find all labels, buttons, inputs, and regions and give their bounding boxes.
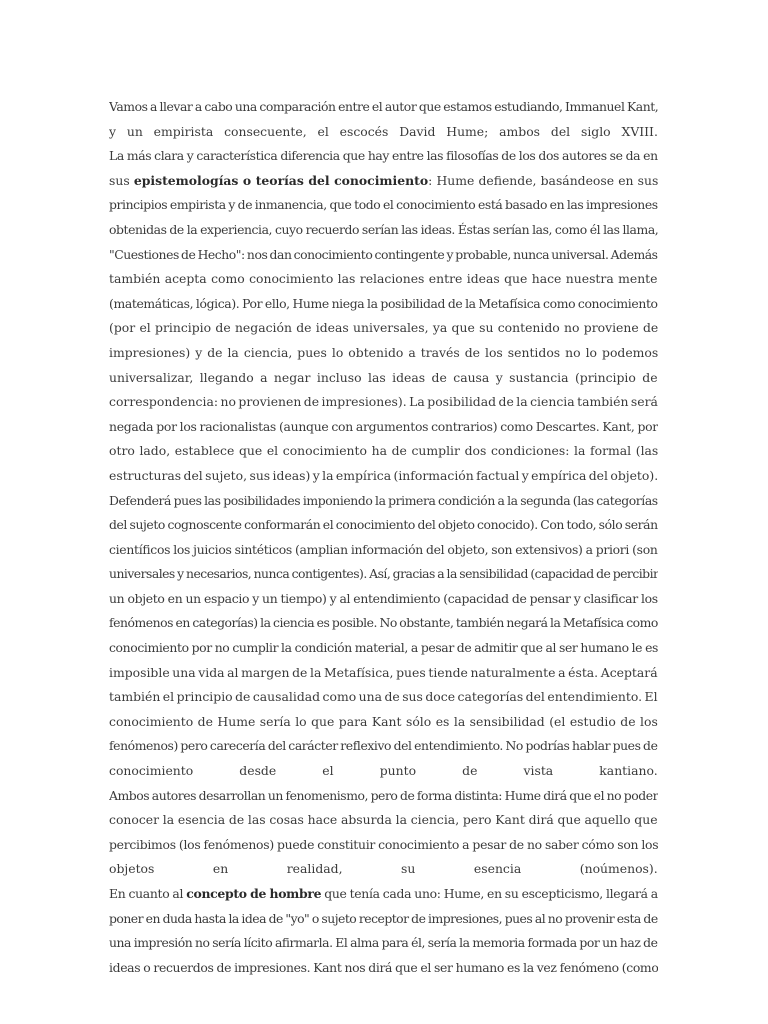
text-segment: negada por los racionalistas (aunque con argumentos contrarios) como Descartes. Kant, por — [109, 418, 658, 434]
text-segment: conocimiento desde el punto de vista kantiano. — [109, 763, 658, 779]
text-line — [109, 734, 658, 759]
text-line — [109, 267, 658, 292]
text-segment: una impresión no sería lícito afirmarla. El alma para él, sería la memoria formada por un haz de — [109, 935, 658, 951]
text-segment: y un empirista consecuente, el escocés David Hume; ambos del siglo XVIII. — [109, 123, 658, 139]
text-segment: "Cuestiones de Hecho": nos dan conocimiento contingente y probable, nunca universal. Además — [109, 246, 658, 262]
text-segment: impresiones) y de la ciencia, pues lo obtenido a través de los sentidos no lo podemos — [109, 344, 658, 360]
text-segment: otro lado, establece que el conocimiento ha de cumplir dos condiciones: la formal (las — [109, 443, 658, 459]
text-line — [109, 538, 658, 563]
text-line — [109, 784, 658, 809]
bold-phrase: epistemologías o teorías del conocimiento — [133, 172, 429, 188]
text-line — [109, 439, 658, 464]
text-line — [109, 587, 658, 612]
text-segment: universalizar, llegando a negar incluso las ideas de causa y sustancia (principio de — [109, 369, 658, 385]
text-segment: (matemáticas, lógica). Por ello, Hume niega la posibilidad de la Metafísica como conocimiento — [109, 295, 658, 311]
text-line — [109, 390, 658, 415]
text-line — [109, 120, 658, 145]
text-segment: un objeto en un espacio y un tiempo) y al entendimiento (capacidad de pensar y clasificar los — [109, 590, 658, 606]
text-segment: científicos los juicios sintéticos (amplian información del objeto, son extensivos) a priori (son — [109, 541, 658, 557]
text-segment: correspondencia: no provienen de impresiones). La posibilidad de la ciencia también será — [109, 394, 658, 410]
text-segment: obtenidas de la experiencia, cuyo recuerdo serían las ideas. Éstas serían las, como él las llama, — [109, 221, 658, 237]
text-segment: estructuras del sujeto, sus ideas) y la empírica (información factual y empírica del objeto). — [109, 467, 658, 483]
text-line — [109, 808, 658, 833]
text-segment: Defenderá pues las posibilidades imponiendo la primera condición a la segunda (las categorías — [109, 492, 658, 508]
text-segment: conocimiento de Hume sería lo que para Kant sólo es la sensibilidad (el estudio de los — [109, 713, 658, 729]
text-line — [109, 415, 658, 440]
text-line — [109, 341, 658, 366]
text-segment: fenómenos) pero carecería del carácter reflexivo del entendimiento. No podrías hablar pues de — [109, 738, 658, 754]
text-line — [109, 882, 658, 907]
text-line — [109, 316, 658, 341]
text-segment: conocer la esencia de las cosas hace absurda la ciencia, pero Kant dirá que aquello que — [109, 812, 658, 828]
text-segment: percibimos (los fenómenos) puede constituir conocimiento a pesar de no saber cómo son los — [109, 836, 658, 852]
text-segment: objetos en realidad, su esencia (noúmenos). — [109, 861, 658, 877]
document-body — [109, 95, 658, 980]
text-line — [109, 759, 658, 784]
text-line — [109, 243, 658, 268]
text-segment: La más clara y característica diferencia que hay entre las filosofías de los dos autores se da en — [109, 148, 658, 164]
text-line — [109, 562, 658, 587]
text-line — [109, 857, 658, 882]
text-line — [109, 833, 658, 858]
text-segment: del sujeto cognoscente conformarán el conocimiento del objeto conocido). Con todo, sólo serán — [109, 517, 658, 533]
text-segment: imposible una vida al margen de la Metafísica, pues tiende naturalmente a ésta. Aceptará — [109, 664, 658, 680]
text-line — [109, 931, 658, 956]
text-line — [109, 685, 658, 710]
text-line — [109, 513, 658, 538]
text-line — [109, 366, 658, 391]
text-segment: conocimiento por no cumplir la condición material, a pesar de admitir que al ser humano le es — [109, 640, 658, 656]
text-segment: (por el principio de negación de ideas universales, ya que su contenido no proviene de — [109, 320, 658, 336]
text-segment: En cuanto al — [109, 886, 187, 901]
text-segment: principios empirista y de inmanencia, que todo el conocimiento está basado en las impresiones — [109, 197, 658, 213]
text-segment: universales y necesarios, nunca contigentes). Así, gracias a la sensibilidad (capacidad de percibir — [109, 566, 658, 582]
text-line — [109, 907, 658, 932]
text-line — [109, 710, 658, 735]
text-segment: poner en duda hasta la idea de "yo" o sujeto receptor de impresiones, pues al no provenir esta de — [109, 910, 658, 926]
text-line — [109, 611, 658, 636]
text-segment: : Hume defiende, basándeose en sus — [428, 172, 658, 188]
text-line — [109, 292, 658, 317]
text-line — [109, 636, 658, 661]
text-segment: ideas o recuerdos de impresiones. Kant nos dirá que el ser humano es la vez fenómeno (como — [109, 959, 658, 975]
text-segment: Ambos autores desarrollan un fenomenismo, pero de forma distinta: Hume dirá que el no poder — [109, 787, 658, 803]
text-line — [109, 144, 658, 169]
text-line — [109, 464, 658, 489]
text-segment: sus — [109, 172, 134, 188]
text-segment: Vamos a llevar a cabo una comparación entre el autor que estamos estudiando, Immanuel Kant, — [109, 99, 658, 114]
text-segment: también acepta como conocimiento las relaciones entre ideas que hace nuestra mente — [109, 271, 658, 287]
text-segment: que tenía cada uno: Hume, en su escepticismo, llegará a — [321, 886, 658, 901]
text-segment: fenómenos en categorías) la ciencia es posible. No obstante, también negará la Metafísica como — [109, 615, 658, 631]
text-line — [109, 169, 658, 194]
bold-phrase: concepto de hombre — [186, 886, 322, 901]
text-segment: también el principio de causalidad como una de sus doce categorías del entendimiento. El — [109, 689, 658, 705]
text-line — [109, 956, 658, 981]
text-line — [109, 95, 658, 120]
text-line — [109, 193, 658, 218]
text-line — [109, 661, 658, 686]
text-line — [109, 218, 658, 243]
text-line — [109, 489, 658, 514]
